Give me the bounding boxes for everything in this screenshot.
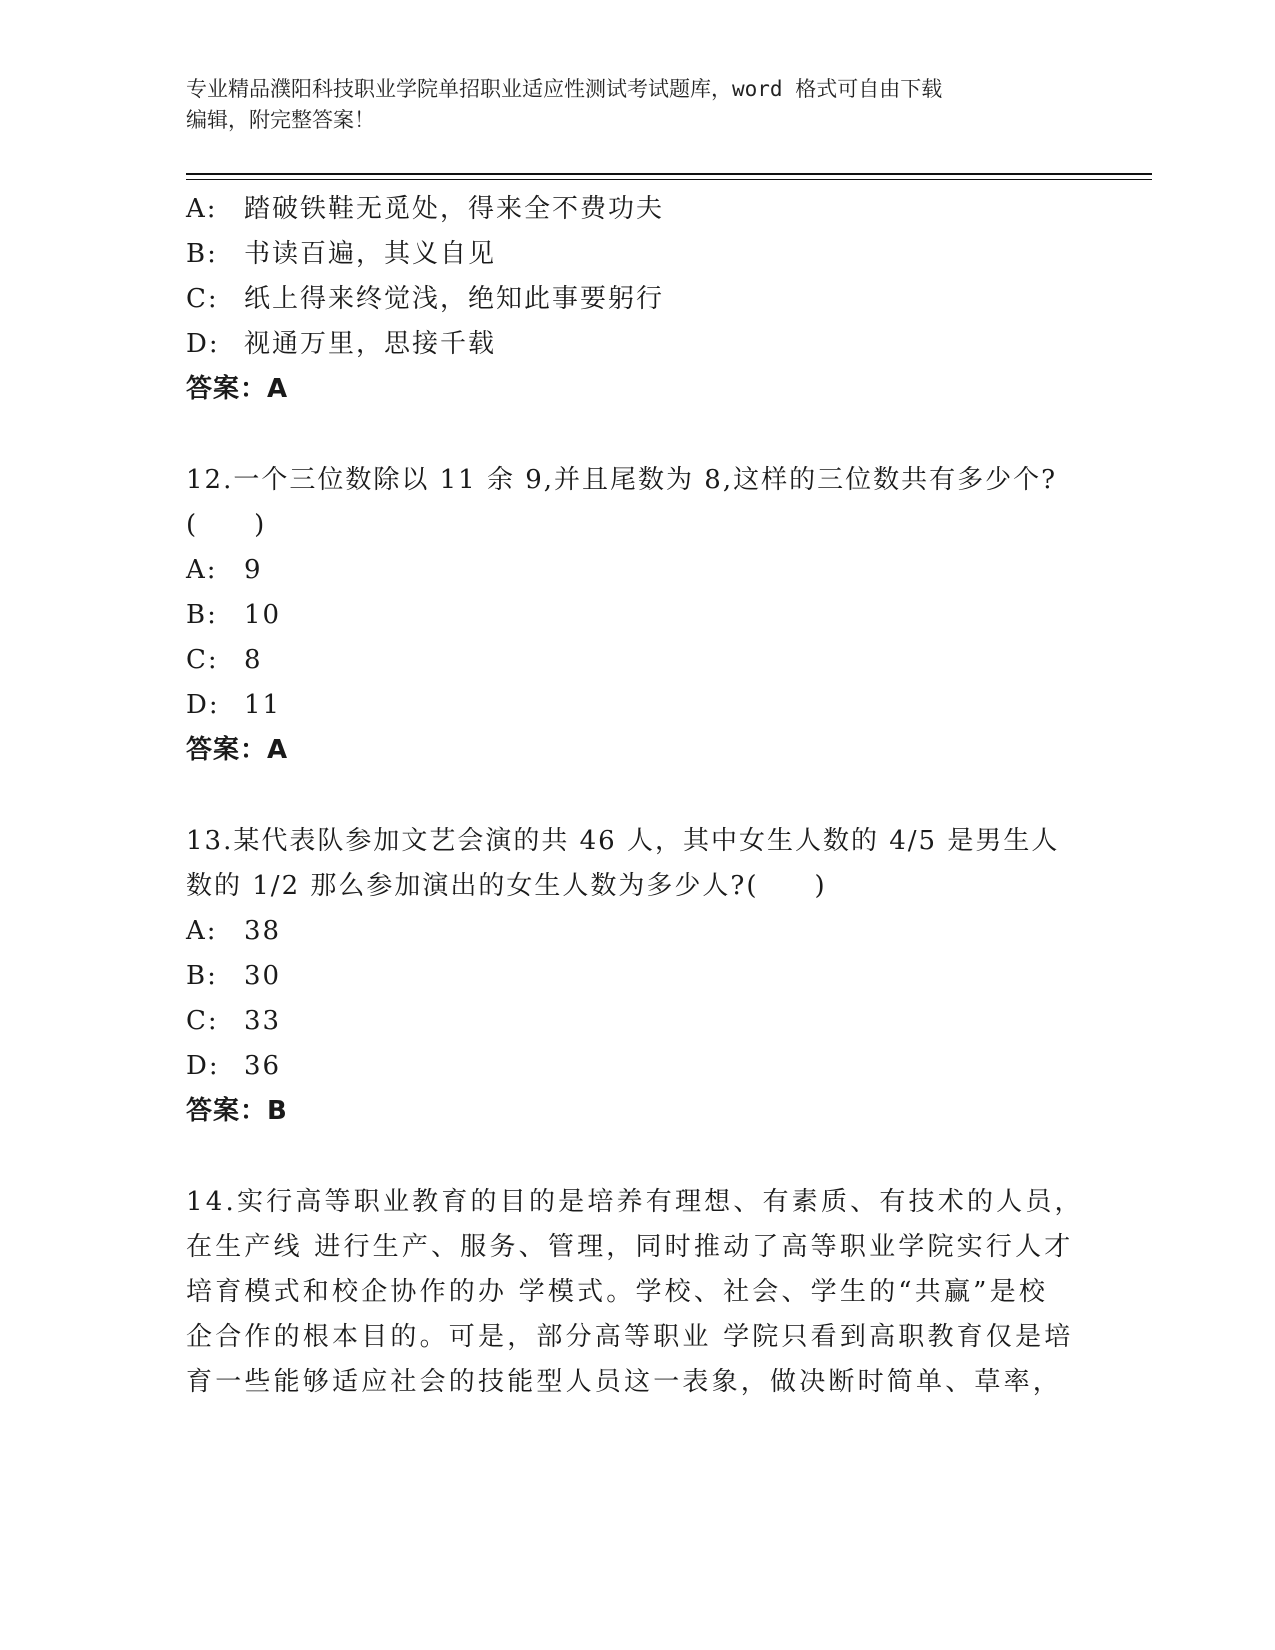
option-a xyxy=(186,909,1086,954)
question-stem-line: 育一些能够适应社会的技能型人员这一表象，做决断时简单、草率， xyxy=(186,1367,1063,1397)
option-letter: B: xyxy=(186,239,218,269)
option-letter: D: xyxy=(186,329,220,359)
option-a xyxy=(186,187,1086,232)
option-text: 8 xyxy=(244,645,263,675)
option-text: 踏破铁鞋无觅处，得来全不费功夫 xyxy=(244,194,665,224)
option-text: 11 xyxy=(244,690,282,720)
option-text: 9 xyxy=(244,555,263,585)
option-text: 30 xyxy=(244,961,282,991)
question-stem-blank: ( ) xyxy=(186,510,267,540)
option-b xyxy=(186,232,1086,277)
question-stem: 12.一个三位数除以 11 余 9,并且尾数为 8,这样的三位数共有多少个? xyxy=(186,465,1058,495)
option-letter: A: xyxy=(186,194,218,224)
option-text: 38 xyxy=(244,916,282,946)
question-14 xyxy=(186,1180,1086,1405)
option-d xyxy=(186,1044,1086,1089)
question-13 xyxy=(186,819,1086,1134)
document-header xyxy=(186,74,1086,136)
option-text: 10 xyxy=(244,600,282,630)
option-letter: B: xyxy=(186,961,218,991)
option-b xyxy=(186,954,1086,999)
question-stem-line: 培育模式和校企协作的办 学模式。学校、社会、学生的“共赢”是校 xyxy=(186,1277,1049,1307)
option-text: 36 xyxy=(244,1051,282,1081)
question-stem-line: 企合作的根本目的。可是，部分高等职业 学院只看到高职教育仅是培 xyxy=(186,1322,1074,1352)
option-d xyxy=(186,322,1086,367)
option-b xyxy=(186,593,1086,638)
question-stem-line: 14.实行高等职业教育的目的是培养有理想、有素质、有技术的人员， xyxy=(186,1187,1084,1217)
question-12 xyxy=(186,458,1086,773)
option-letter: C: xyxy=(186,284,219,314)
option-d xyxy=(186,683,1086,728)
option-c xyxy=(186,999,1086,1044)
option-text: 视通万里，思接千载 xyxy=(244,329,497,359)
option-letter: D: xyxy=(186,690,220,720)
header-line-1: 专业精品濮阳科技职业学院单招职业适应性测试考试题库，word 格式可自由下载 xyxy=(186,77,943,101)
option-letter: C: xyxy=(186,645,219,675)
header-divider-thick xyxy=(186,173,1152,175)
question-11 xyxy=(186,187,1086,412)
question-stem-cont: 数的 1/2 那么参加演出的女生人数为多少人?( ) xyxy=(186,871,827,901)
option-c xyxy=(186,638,1086,683)
question-stem-line: 在生产线 进行生产、服务、管理，同时推动了高等职业学院实行人才 xyxy=(186,1232,1074,1262)
option-a xyxy=(186,548,1086,593)
option-letter: A: xyxy=(186,555,218,585)
option-letter: A: xyxy=(186,916,218,946)
option-text: 33 xyxy=(244,1006,282,1036)
answer-line: 答案：A xyxy=(186,374,289,404)
header-line-2: 编辑，附完整答案！ xyxy=(186,108,375,132)
option-letter: D: xyxy=(186,1051,220,1081)
answer-line: 答案：B xyxy=(186,1096,288,1126)
option-text: 纸上得来终觉浅，绝知此事要躬行 xyxy=(244,284,665,314)
answer-line: 答案：A xyxy=(186,735,289,765)
option-letter: B: xyxy=(186,600,218,630)
option-c xyxy=(186,277,1086,322)
option-text: 书读百遍，其义自见 xyxy=(244,239,497,269)
question-body xyxy=(186,187,1086,1405)
option-letter: C: xyxy=(186,1006,219,1036)
question-stem: 13.某代表队参加文艺会演的共 46 人，其中女生人数的 4/5 是男生人 xyxy=(186,826,1060,856)
header-divider-thin xyxy=(186,179,1152,180)
